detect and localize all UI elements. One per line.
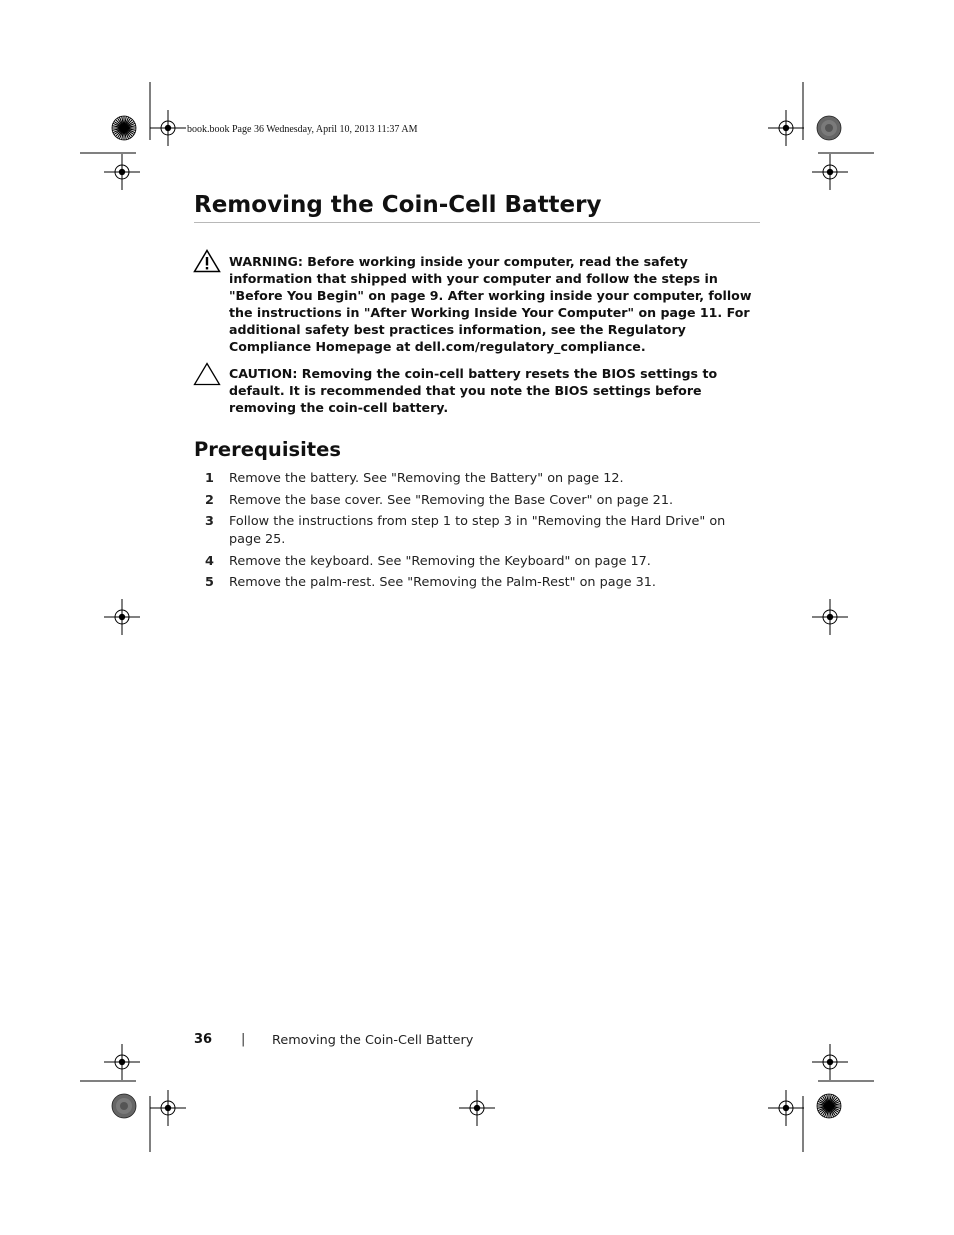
footer-section-title: Removing the Coin-Cell Battery <box>272 1033 474 1048</box>
list-item <box>194 513 754 549</box>
caution-triangle-icon <box>193 362 221 386</box>
step-text: Follow the instructions from step 1 to step 3 in "Removing the Hard Drive" on page 25. <box>229 514 726 547</box>
list-item <box>194 553 754 571</box>
step-text: Remove the keyboard. See "Removing the Keyboard" on page 17. <box>229 553 651 569</box>
warning-triangle-icon <box>193 249 221 273</box>
page-number: 36 <box>194 1032 213 1047</box>
caution-text: CAUTION: Removing the coin-cell battery resets the BIOS settings to default. It is recommended that you note the BIOS settings before removing the coin-cell battery. <box>229 366 718 415</box>
step-text: Remove the battery. See "Removing the Battery" on page 12. <box>229 471 624 486</box>
list-item <box>194 492 754 510</box>
step-text: Remove the palm-rest. See "Removing the Palm-Rest" on page 31. <box>229 575 656 590</box>
list-item <box>194 574 754 592</box>
step-number: 5 <box>205 575 214 590</box>
prerequisites-heading: Prerequisites <box>194 438 341 461</box>
warning-text: WARNING: Before working inside your computer, read the safety information that shipped with your computer and follow the steps in "Before You Begin" on page 9. After working inside your computer, follow the instructions in "After Working Inside Your Computer" on page 11. For additional safety best practices information, see the Regulatory Compliance Homepage at dell.com/regulatory_compliance. <box>229 254 752 354</box>
step-number: 1 <box>205 471 214 486</box>
page-title: Removing the Coin-Cell Battery <box>194 188 760 223</box>
prerequisites-list <box>194 470 754 596</box>
print-slug: book.book Page 36 Wednesday, April 10, 2013 11:37 AM <box>187 124 418 135</box>
list-item <box>194 470 754 488</box>
step-number: 4 <box>205 553 214 569</box>
step-number: 3 <box>205 514 214 529</box>
footer-separator: | <box>241 1032 246 1047</box>
step-number: 2 <box>205 492 214 508</box>
step-text: Remove the base cover. See "Removing the Base Cover" on page 21. <box>229 492 674 508</box>
